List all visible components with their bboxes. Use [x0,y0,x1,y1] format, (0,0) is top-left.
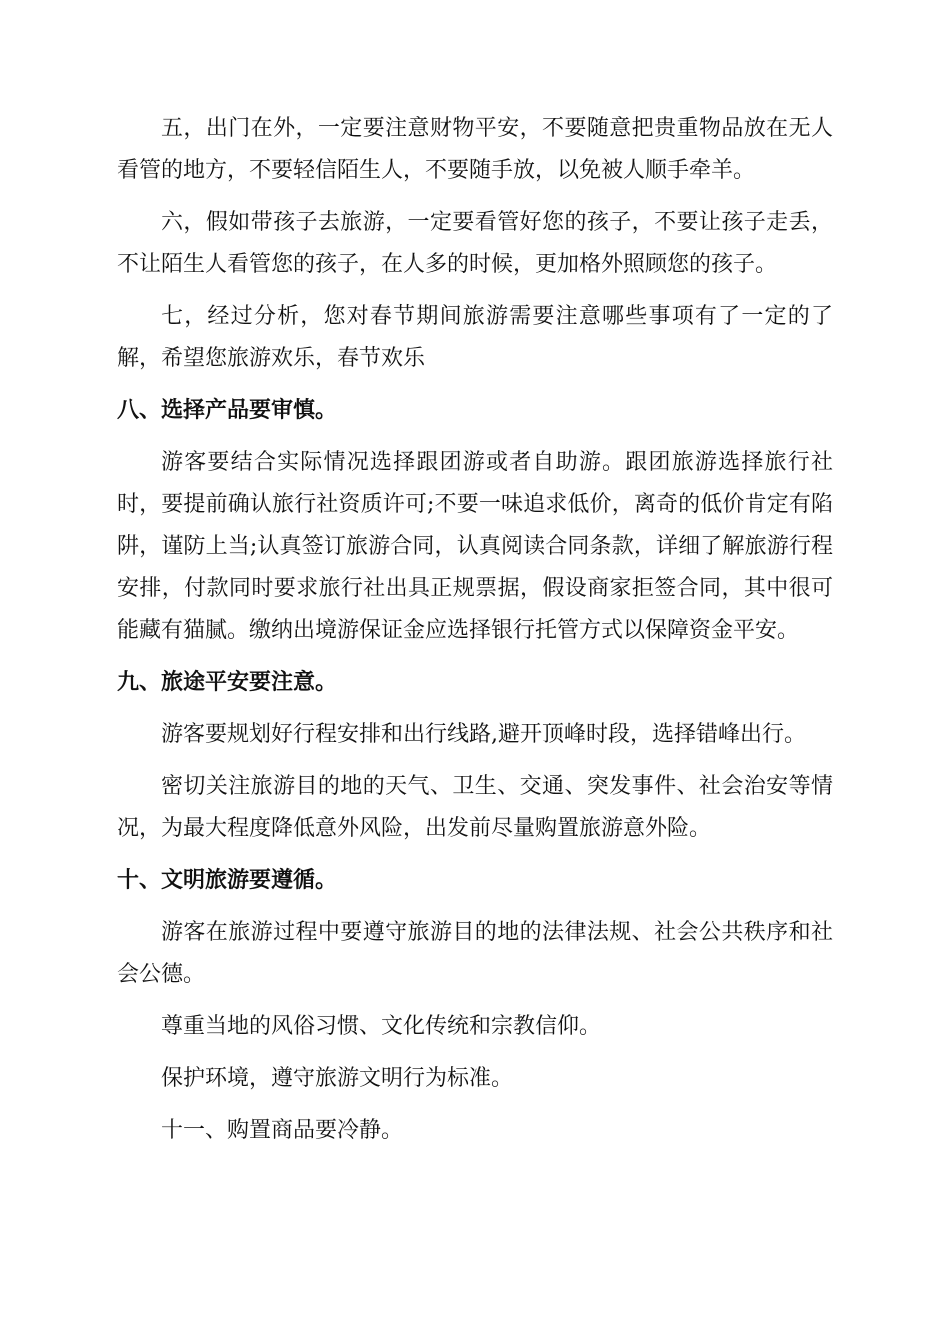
section-heading-9: 九、旅途平安要注意。 [117,670,338,695]
section-heading-10: 十、文明旅游要遵循。 [117,868,338,893]
paragraph-6: 六，假如带孩子去旅游，一定要看管好您的孩子，不要让孩子走丢，不让陌生人看管您的孩子，在人多的时候，更加格外照顾您的孩子。 [117,210,833,277]
paragraph-10-body-2: 尊重当地的风俗习惯、文化传统和宗教信仰。 [161,1014,602,1039]
paragraph-10-body-3: 保护环境，遵守旅游文明行为标准。 [161,1066,514,1091]
paragraph-7: 七，经过分析，您对春节期间旅游需要注意哪些事项有了一定的了解，希望您旅游欢乐，春节欢乐 [117,304,833,371]
section-heading-8: 八、选择产品要审慎。 [117,398,338,423]
paragraph-8-body: 游客要结合实际情况选择跟团游或者自助游。跟团旅游选择旅行社时，要提前确认旅行社资质许可;不要一味追求低价，离奇的低价肯定有陷阱，谨防上当;认真签订旅游合同，认真阅读合同条款，详细了解旅游行程安排，付款同时要求旅行社出具正规票据，假设商家拒签合同，其中很可能藏有猫腻。缴纳出境游保证金应选择银行托管方式以保障资金平安。 [117,450,833,643]
paragraph-10-body-1: 游客在旅游过程中要遵守旅游目的地的法律法规、社会公共秩序和社会公德。 [117,920,833,987]
paragraph-11-heading: 十一、购置商品要冷静。 [161,1118,404,1143]
document-body [117,108,833,1162]
paragraph-9-body-2: 密切关注旅游目的地的天气、卫生、交通、突发事件、社会治安等情况，为最大程度降低意外风险，出发前尽量购置旅游意外险。 [117,774,833,841]
paragraph-9-body-1: 游客要规划好行程安排和出行线路,避开顶峰时段，选择错峰出行。 [161,722,806,747]
paragraph-5: 五，出门在外，一定要注意财物平安，不要随意把贵重物品放在无人看管的地方，不要轻信陌生人，不要随手放，以免被人顺手牵羊。 [117,116,833,183]
